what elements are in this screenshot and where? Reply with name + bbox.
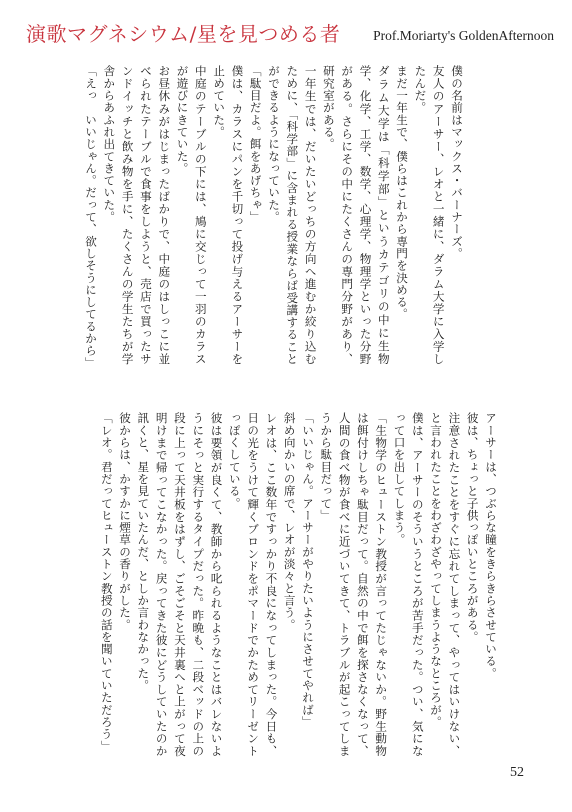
paragraph: 友人のアーサー、レオと一緒に、ダラム大学に入学したんだ。 [413,65,446,365]
text-block-bottom [70,412,500,757]
paragraph: 「駄目だよ。餌をあげちゃ」 [248,65,263,223]
paragraph: 「いいじゃん。アーサーがやりたいようにさせてやれば」 [301,412,316,728]
paragraph: 彼からは、かすかに煙草の香りがした。 [118,412,133,631]
paragraph: 中庭のテーブルの下には、鳩に交じって一羽のカラスが遊びにきていた。 [175,65,208,365]
paragraph: 一年生では、だいたいどっちの方向へ進むか絞り込むために、「科学部」に含まれる授業ならば受講することができるようになっていた。 [267,65,318,365]
paragraph: 僕は、カラスにパンを千切って投げ与えるアーサーを止めていた。 [212,65,245,365]
paragraph: 僕の名前はマックス・バーナーズ。 [450,65,464,260]
paragraph: アーサーは、つぶらな瞳をきらきらさせている。 [484,412,498,680]
paragraph: 僕は、アーサーのそういうところが苦手だった。つい、気になって口を出してしまう。 [392,412,425,757]
paragraph: レオは、ここ数年ですっかり不良になってしまった。今日も、日の光をうけて輝くブロンドをポマードでかためてリーゼントっぽくしている。 [227,412,279,757]
paragraph: 彼は要領が良くて、教師から叱られるようなことはバレないようにそっと実行するタイプだった。昨晩も、二段ベッドの上の段に上って天井板をはずし、ごそごそと天井裏へと上がって夜明けまで帰ってこなかった。戻ってきた彼にどうしていたのか訊くと、星を見ていたんだ、としか言わなかった。 [136,412,224,757]
paragraph: 「えっ いいじゃん。だって、欲しそうにしてるから」 [84,65,99,369]
paragraph: 「生物学のヒューストン教授が言ってたじゃないか。野生動物は餌付けしちゃ駄目だって。自然の中で餌を探さなくなって、人間の食べ物が食べに近づいてきて、トラブルが起こってしまうから駄目だって」 [319,412,389,757]
paragraph: まだ一年生で、僕らはこれから専門を決める。 [395,65,410,321]
text-block-top [84,65,466,369]
page-number: 52 [510,765,524,780]
paragraph: お昼休みがはじまったばかりで、中庭のはしっこに並べられたテーブルで食事をしようと、売店で買ったサンドイッチと飲み物を手に、たくさんの学生たちが学舎からあふれ出てきていた。 [102,65,172,365]
paragraph: 注意されたことをすぐに忘れてしまって、やってはいけない、と言われたことをわざわざやってしまうようなところが。 [429,412,462,757]
header-subtitle: Prof.Moriarty's GoldenAfternoon [373,28,554,43]
page-title: 演歌マグネシウム/星を見つめる者 [26,22,341,46]
paragraph: 「レオ。君だってヒューストン教授の話を聞いていただろう」 [99,412,114,753]
paragraph: ダラム大学は「科学部」というカテゴリの中に生物学、化学、工学、数学、心理学、物理学といった分野がある。さらにその中にたくさんの専門分野があり、研究室がある。 [321,65,391,365]
paragraph: 彼は、ちょっと子供っぽいところがある。 [465,412,480,643]
paragraph: 斜め向かいの席で、レオが淡々と言う。 [282,412,297,631]
